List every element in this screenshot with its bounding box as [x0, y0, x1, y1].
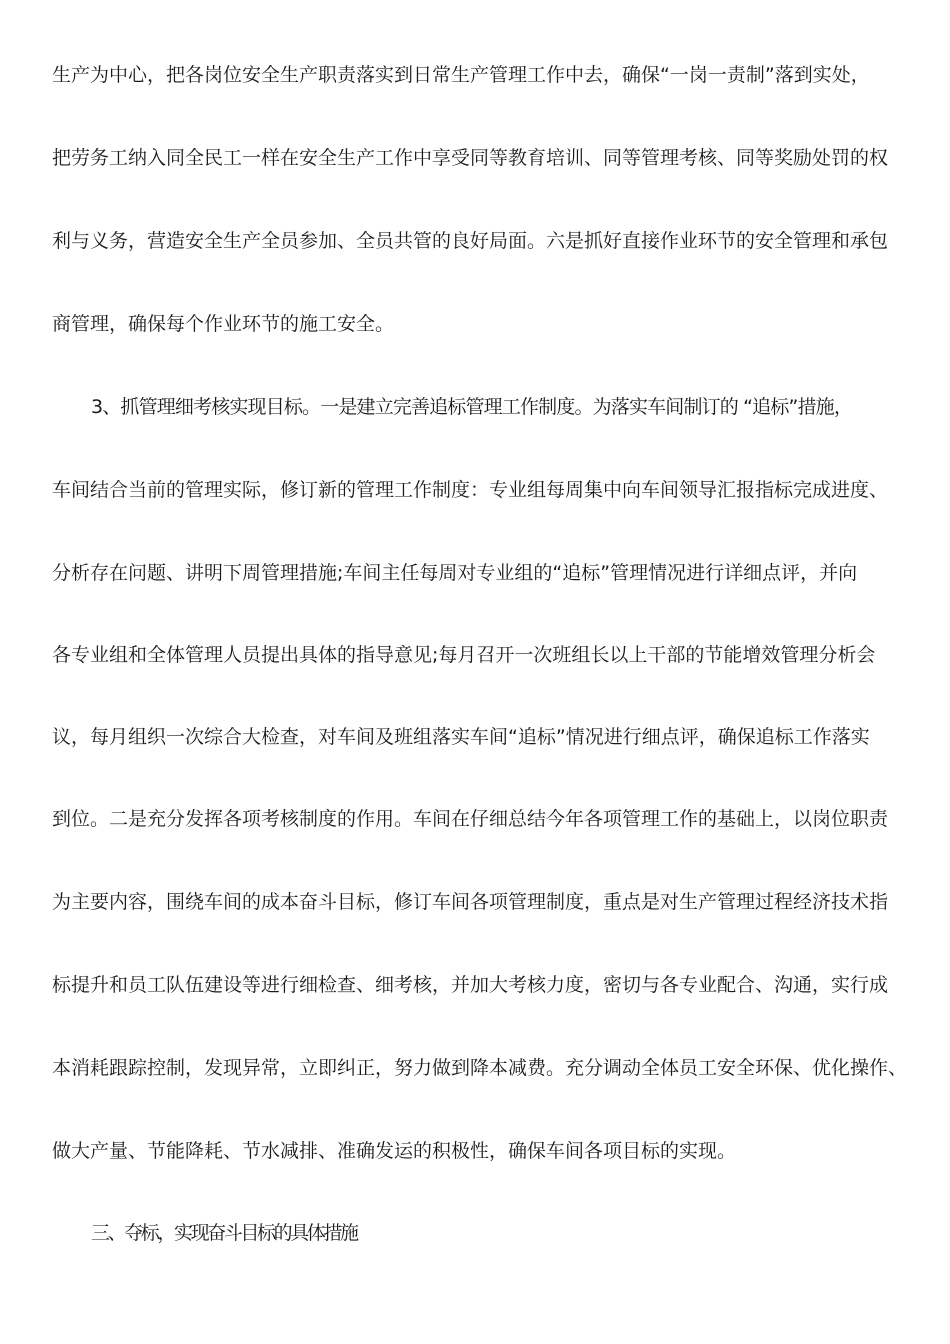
body-text-line: 利与义务，营造安全生产全员参加、全员共管的良好局面。六是抓好直接作业环节的安全管理和承包 — [52, 230, 889, 252]
body-text-line: 分析存在问题、讲明下周管理措施;车间主任每周对专业组的“追标”管理情况进行详细点评，并向 — [52, 562, 858, 584]
body-text-line: 车间结合当前的管理实际，修订新的管理工作制度：专业组每周集中向车间领导汇报指标完成进度、 — [52, 479, 889, 501]
section-heading: 三、夺标，实现奋斗目标的具体措施 — [91, 1222, 357, 1244]
body-text-line: 生产为中心，把各岗位安全生产职责落实到日常生产管理工作中去，确保“一岗一责制”落到实处， — [52, 64, 870, 86]
body-text-line: 本消耗跟踪控制，发现异常，立即纠正，努力做到降本减费。充分调动全体员工安全环保、优化操作、 — [52, 1057, 908, 1079]
paragraph-first-line: 3、抓管理细考核实现目标。一是建立完善追标管理工作制度。为落实车间制订的 “追标”措施， — [91, 396, 852, 418]
body-text-line: 各专业组和全体管理人员提出具体的指导意见;每月召开一次班组长以上干部的节能增效管理分析会 — [52, 644, 876, 666]
body-text-line: 为主要内容，围绕车间的成本奋斗目标，修订车间各项管理制度，重点是对生产管理过程经济技术指 — [52, 891, 889, 913]
body-text-line: 标提升和员工队伍建设等进行细检查、细考核，并加大考核力度，密切与各专业配合、沟通，实行成 — [52, 974, 889, 996]
body-text-line: 商管理，确保每个作业环节的施工安全。 — [52, 313, 395, 335]
body-text-line: 把劳务工纳入同全民工一样在安全生产工作中享受同等教育培训、同等管理考核、同等奖励处罚的权 — [52, 147, 889, 169]
body-text-line: 到位。二是充分发挥各项考核制度的作用。车间在仔细总结今年各项管理工作的基础上，以岗位职责 — [52, 808, 889, 830]
body-text-line: 议，每月组织一次综合大检查，对车间及班组落实车间“追标”情况进行细点评，确保追标工作落实 — [52, 726, 870, 748]
body-text-line: 做大产量、节能降耗、节水减排、准确发运的积极性，确保车间各项目标的实现。 — [52, 1140, 737, 1162]
